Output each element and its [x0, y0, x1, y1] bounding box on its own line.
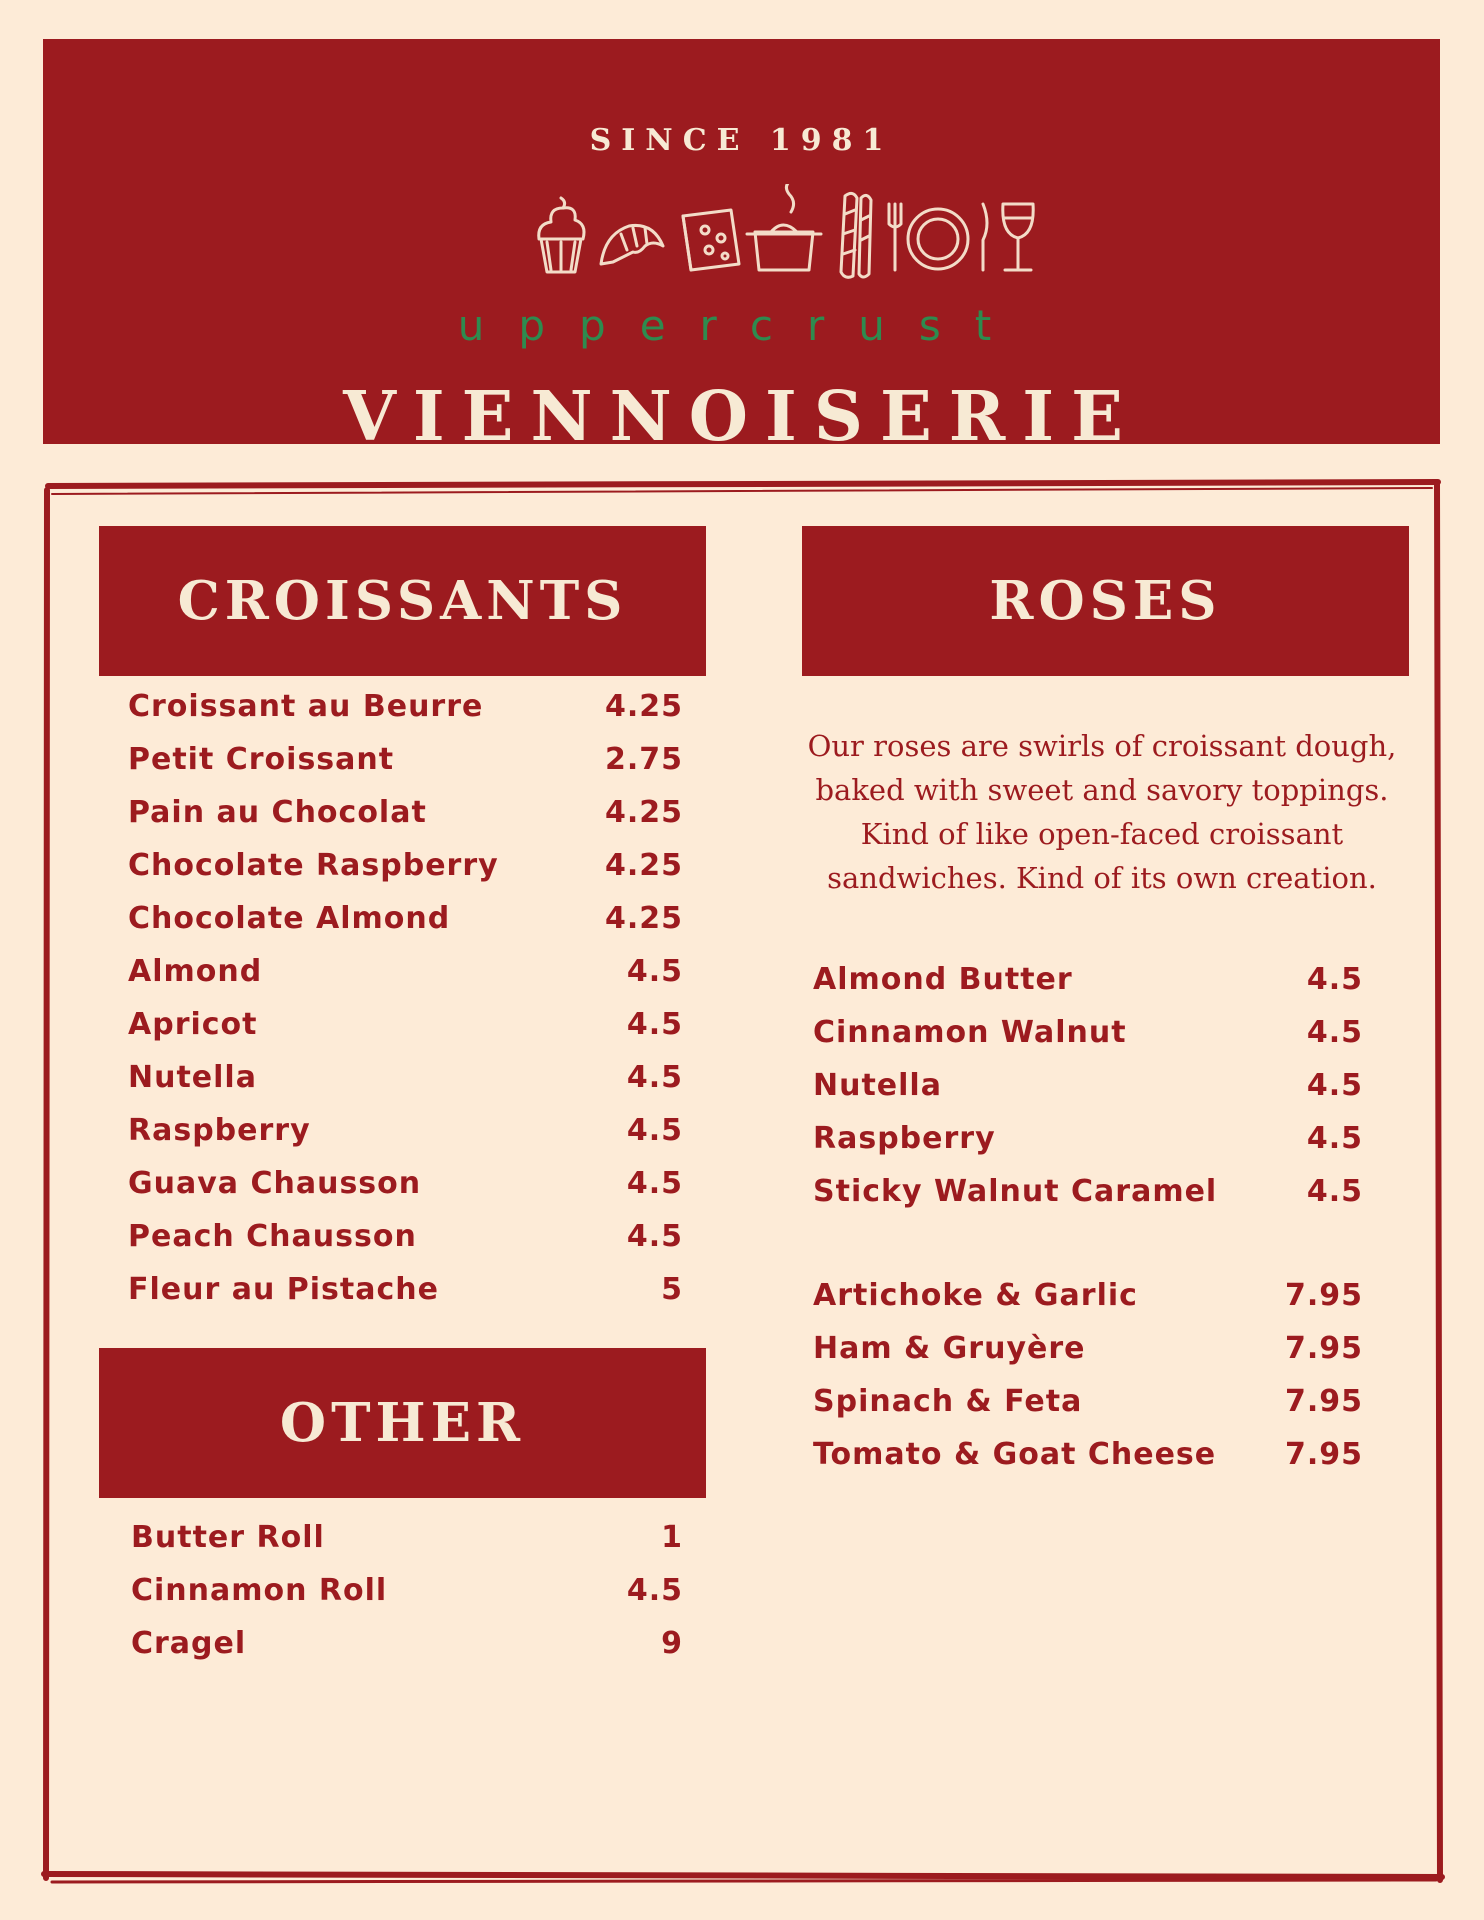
- list-item: [128, 892, 683, 945]
- item-name: Croissant au Beurre: [128, 689, 484, 724]
- item-price: 4.25: [604, 848, 683, 883]
- item-price: 4.5: [1306, 1174, 1363, 1209]
- item-name: Nutella: [128, 1060, 257, 1095]
- item-name: Pain au Chocolat: [128, 795, 427, 830]
- roses-description: Our roses are swirls of croissant dough, baked with sweet and savory toppings. Kind of like open-faced croissant sandwiches. Kind of its own creation.: [807, 729, 1397, 895]
- list-item: [813, 1165, 1363, 1218]
- list-item: [128, 945, 683, 998]
- item-price: 4.5: [626, 1113, 683, 1148]
- item-name: Artichoke & Garlic: [813, 1278, 1138, 1313]
- item-name: Chocolate Almond: [128, 901, 451, 936]
- list-item: [813, 1375, 1363, 1428]
- list-item: [128, 998, 683, 1051]
- list-item: [131, 1564, 683, 1617]
- list-item: [128, 1210, 683, 1263]
- since-label: SINCE 1981: [589, 123, 894, 158]
- bakery-icons: [533, 184, 1043, 284]
- croissants-heading: CROISSANTS: [99, 526, 706, 676]
- item-price: 4.5: [1306, 962, 1363, 997]
- brand-wordmark: uppercrust: [457, 301, 1026, 350]
- item-price: 4.25: [604, 795, 683, 830]
- item-name: Tomato & Goat Cheese: [813, 1437, 1217, 1472]
- roses-heading: ROSES: [802, 526, 1409, 676]
- list-item: [128, 839, 683, 892]
- item-name: Cinnamon Walnut: [813, 1015, 1127, 1050]
- item-name: Cinnamon Roll: [131, 1573, 388, 1608]
- list-item: [813, 953, 1363, 1006]
- item-price: 4.5: [1306, 1015, 1363, 1050]
- wine-glass-icon: [1003, 204, 1033, 270]
- item-name: Chocolate Raspberry: [128, 848, 499, 883]
- item-price: 7.95: [1284, 1384, 1363, 1419]
- place-setting-icon: [889, 204, 987, 270]
- list-item: [128, 680, 683, 733]
- item-price: 4.5: [626, 1166, 683, 1201]
- list-item: [128, 733, 683, 786]
- item-price: 4.5: [626, 1060, 683, 1095]
- other-list: [131, 1511, 683, 1670]
- item-name: Ham & Gruyère: [813, 1331, 1086, 1366]
- list-item: [128, 1104, 683, 1157]
- list-item: [813, 1428, 1363, 1481]
- list-item: [128, 1051, 683, 1104]
- item-price: 7.95: [1284, 1437, 1363, 1472]
- item-price: 4.25: [604, 901, 683, 936]
- header-banner: [43, 39, 1440, 457]
- item-name: Fleur au Pistache: [128, 1272, 439, 1307]
- item-price: 5: [661, 1272, 683, 1307]
- page-title: VIENNOISERIE: [343, 377, 1140, 457]
- item-price: 1: [661, 1520, 683, 1555]
- cake-slice-icon: [683, 210, 739, 270]
- other-heading: OTHER: [99, 1348, 706, 1498]
- item-name: Almond Butter: [813, 962, 1073, 997]
- item-price: 4.5: [1306, 1068, 1363, 1103]
- item-name: Peach Chausson: [128, 1219, 417, 1254]
- item-price: 2.75: [604, 742, 683, 777]
- roses-sweet-list: [813, 953, 1363, 1218]
- baguette-icon: [841, 193, 871, 277]
- item-price: 4.5: [626, 1573, 683, 1608]
- pot-icon: [747, 184, 821, 270]
- item-name: Guava Chausson: [128, 1166, 422, 1201]
- item-name: Cragel: [131, 1626, 247, 1661]
- list-item: [128, 1157, 683, 1210]
- item-name: Raspberry: [813, 1121, 996, 1156]
- item-name: Nutella: [813, 1068, 942, 1103]
- item-price: 4.5: [1306, 1121, 1363, 1156]
- item-price: 7.95: [1284, 1331, 1363, 1366]
- item-price: 4.5: [626, 1219, 683, 1254]
- list-item: [131, 1617, 683, 1670]
- item-name: Butter Roll: [131, 1520, 325, 1555]
- item-price: 4.5: [626, 954, 683, 989]
- item-price: 9: [661, 1626, 683, 1661]
- item-price: 4.25: [604, 689, 683, 724]
- item-name: Almond: [128, 954, 263, 989]
- list-item: [813, 1006, 1363, 1059]
- list-item: [131, 1511, 683, 1564]
- item-price: 4.5: [626, 1007, 683, 1042]
- list-item: [813, 1059, 1363, 1112]
- item-name: Apricot: [128, 1007, 258, 1042]
- list-item: [128, 1263, 683, 1316]
- item-price: 7.95: [1284, 1278, 1363, 1313]
- list-item: [813, 1269, 1363, 1322]
- item-name: Spinach & Feta: [813, 1384, 1083, 1419]
- list-item: [813, 1322, 1363, 1375]
- croissant-icon: [601, 225, 663, 264]
- list-item: [128, 786, 683, 839]
- item-name: Petit Croissant: [128, 742, 395, 777]
- roses-savory-list: [813, 1269, 1363, 1481]
- list-item: [813, 1112, 1363, 1165]
- cupcake-icon: [539, 198, 584, 272]
- item-name: Raspberry: [128, 1113, 311, 1148]
- croissants-list: [128, 680, 683, 1316]
- item-name: Sticky Walnut Caramel: [813, 1174, 1218, 1209]
